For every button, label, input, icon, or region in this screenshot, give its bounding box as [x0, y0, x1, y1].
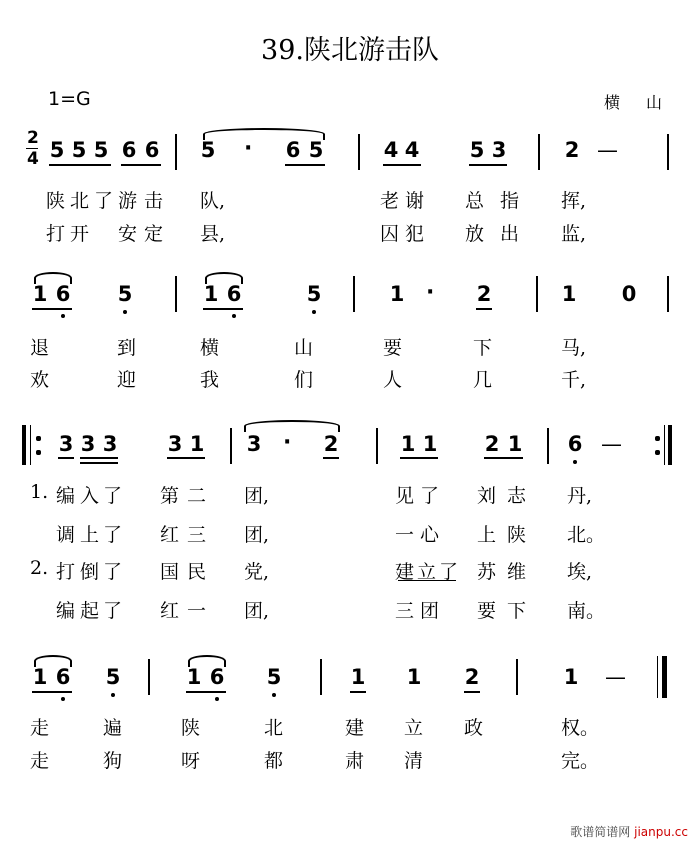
lyric-syllable: 北 — [264, 717, 284, 739]
final-barline-thin — [657, 656, 658, 698]
lyric-syllable: 到 — [117, 337, 137, 359]
note: 2 — [484, 432, 500, 456]
lyric-syllable: 心 — [420, 524, 440, 546]
lyric-syllable: 一 — [187, 600, 207, 622]
lyric-syllable: 编 — [56, 600, 76, 622]
barline — [175, 276, 177, 312]
beam — [121, 164, 161, 166]
lyric-syllable: 了 — [103, 561, 123, 583]
repeat-dot — [36, 450, 41, 455]
lyric-syllable: 二 — [187, 485, 207, 507]
beam — [80, 457, 118, 459]
note: 1 — [32, 282, 48, 306]
lyric-syllable: 完。 — [561, 750, 600, 772]
lyric-syllable: 遍 — [103, 717, 123, 739]
extension-dash: — — [601, 432, 622, 456]
lyric-syllable: 山 — [294, 337, 314, 359]
lyric-syllable: 千, — [561, 369, 587, 391]
lyric-syllable: 建 — [345, 717, 365, 739]
lyric-syllable: 起 — [80, 600, 100, 622]
lyric-syllable: 打 — [56, 561, 76, 583]
low-octave-dot — [312, 310, 316, 314]
lyric-syllable: 游 — [118, 190, 138, 212]
lyric-syllable: 政 — [464, 717, 484, 739]
lyric-syllable: 监, — [561, 223, 587, 245]
beam — [186, 691, 226, 693]
repeat-start-thick — [22, 425, 26, 465]
note: 6 — [121, 138, 137, 162]
note: 1 — [350, 665, 366, 689]
note: 6 — [567, 432, 583, 456]
note: 3 — [167, 432, 183, 456]
note: 1 — [561, 282, 577, 306]
beam — [58, 457, 74, 459]
lyric-syllable: 下 — [507, 600, 527, 622]
low-octave-dot — [111, 693, 115, 697]
lyric-syllable: 调 — [56, 524, 76, 546]
lyric-syllable: 囚 — [380, 223, 400, 245]
extension-dash: — — [605, 665, 626, 689]
note: 4 — [383, 138, 399, 162]
note: 6 — [55, 665, 71, 689]
lyric-syllable: 要 — [477, 600, 497, 622]
lyric-syllable: 们 — [294, 369, 314, 391]
lyric-syllable: 开 — [70, 223, 90, 245]
note: 5 — [105, 665, 121, 689]
note: 3 — [80, 432, 96, 456]
lyric-syllable: 团 — [420, 600, 440, 622]
song-title: 39.陕北游击队 — [261, 35, 439, 66]
lyric-syllable: 三 — [187, 524, 207, 546]
lyric-syllable: 了 — [439, 561, 459, 583]
beam — [203, 308, 243, 310]
note: 1 — [406, 665, 422, 689]
barline — [376, 428, 378, 464]
lyric-syllable: 陕 — [181, 717, 201, 739]
lyric-syllable: 狗 — [103, 750, 123, 772]
note: 5 — [71, 138, 87, 162]
lyric-syllable: 立 — [417, 561, 437, 583]
lyric-syllable: 建 — [395, 561, 415, 583]
barline — [358, 134, 360, 170]
low-octave-dot — [272, 693, 276, 697]
lyric-syllable: 三 — [395, 600, 415, 622]
lyric-syllable: 马, — [561, 337, 587, 359]
note: 1 — [389, 282, 405, 306]
lyric-syllable: 走 — [30, 717, 50, 739]
lyric-syllable: 上 — [80, 524, 100, 546]
note: 2 — [323, 432, 339, 456]
lyric-syllable: 团, — [244, 600, 270, 622]
note: 0 — [621, 282, 637, 306]
note: 2 — [476, 282, 492, 306]
barline — [148, 659, 150, 695]
tie — [244, 420, 340, 432]
key-signature: 1=G — [48, 88, 91, 110]
final-barline-thick — [662, 656, 667, 698]
low-octave-dot — [232, 314, 236, 318]
lyric-syllable: 队, — [200, 190, 226, 212]
lyric-syllable: 埃, — [567, 561, 593, 583]
lyric-syllable: 定 — [144, 223, 164, 245]
lyric-syllable: 挥, — [561, 190, 587, 212]
lyric-syllable: 了 — [103, 485, 123, 507]
note: 5 — [308, 138, 324, 162]
lyric-syllable: 放 — [465, 223, 485, 245]
lyric-syllable: 几 — [473, 369, 493, 391]
lyric-syllable: 人 — [383, 369, 403, 391]
lyric-syllable: 陕 — [507, 524, 527, 546]
note: 1 — [507, 432, 523, 456]
lyric-syllable: 指 — [500, 190, 520, 212]
lyric-syllable: 欢 — [30, 369, 50, 391]
beam — [476, 308, 492, 310]
note: 3 — [246, 432, 262, 456]
lyric-syllable: 团, — [244, 524, 270, 546]
lyric-syllable: 倒 — [80, 561, 100, 583]
lyric-syllable: 苏 — [477, 561, 497, 583]
note: 1 — [563, 665, 579, 689]
note: 5 — [49, 138, 65, 162]
note: 5 — [117, 282, 133, 306]
lyric-syllable: 总 — [465, 190, 485, 212]
lyric-syllable: 立 — [404, 717, 424, 739]
lyric-syllable: 我 — [200, 369, 220, 391]
barline — [230, 428, 232, 464]
lyric-syllable: 一 — [395, 524, 415, 546]
note: 1 — [189, 432, 205, 456]
lyric-syllable: 横 — [200, 337, 220, 359]
lyric-syllable: 退 — [30, 337, 50, 359]
verse-number: 2. — [30, 557, 49, 579]
note: 1 — [422, 432, 438, 456]
repeat-start-thin — [30, 425, 31, 465]
lyric-syllable: 民 — [187, 561, 207, 583]
lyric-syllable: 谢 — [405, 190, 425, 212]
barline — [353, 276, 355, 312]
augmentation-dot: · — [426, 280, 435, 305]
lyric-syllable: 刘 — [477, 485, 497, 507]
barline — [667, 276, 669, 312]
repeat-dot — [655, 436, 660, 441]
beam — [350, 691, 366, 693]
note: 6 — [285, 138, 301, 162]
time-signature-numerator: 2 — [27, 128, 39, 148]
lyric-syllable: 党, — [244, 561, 270, 583]
song-origin: 横山 — [604, 93, 689, 112]
watermark-text: 歌谱简谱网 — [570, 825, 631, 839]
note: 1 — [186, 665, 202, 689]
note: 6 — [55, 282, 71, 306]
augmentation-dot: · — [283, 430, 292, 455]
beam — [285, 164, 325, 166]
lyric-syllable: 下 — [473, 337, 493, 359]
note: 1 — [203, 282, 219, 306]
beam — [49, 164, 111, 166]
note: 5 — [266, 665, 282, 689]
lyric-syllable: 北。 — [567, 524, 606, 546]
lyric-syllable: 维 — [507, 561, 527, 583]
lyric-syllable: 入 — [80, 485, 100, 507]
low-octave-dot — [123, 310, 127, 314]
low-octave-dot — [573, 460, 577, 464]
beam — [32, 691, 72, 693]
beam — [400, 457, 438, 459]
repeat-dot — [36, 436, 41, 441]
lyric-syllable: 丹, — [567, 485, 593, 507]
beam — [32, 308, 72, 310]
lyric-syllable: 肃 — [345, 750, 365, 772]
barline — [538, 134, 540, 170]
lyric-syllable: 清 — [404, 750, 424, 772]
note: 5 — [93, 138, 109, 162]
lyric-syllable: 要 — [383, 337, 403, 359]
lyric-syllable: 都 — [264, 750, 284, 772]
lyric-syllable: 了 — [103, 524, 123, 546]
tie — [203, 128, 325, 140]
watermark — [570, 823, 688, 840]
note: 1 — [400, 432, 416, 456]
lyric-syllable: 了 — [94, 190, 114, 212]
note: 2 — [564, 138, 580, 162]
barline — [320, 659, 322, 695]
barline — [667, 134, 669, 170]
lyric-syllable: 北 — [70, 190, 90, 212]
note: 5 — [469, 138, 485, 162]
barline — [547, 428, 549, 464]
lyric-syllable: 走 — [30, 750, 50, 772]
beam — [323, 457, 339, 459]
note: 5 — [306, 282, 322, 306]
lyric-syllable: 红 — [160, 524, 180, 546]
lyric-syllable: 上 — [477, 524, 497, 546]
lyric-syllable: 老 — [380, 190, 400, 212]
low-octave-dot — [215, 697, 219, 701]
lyric-syllable: 击 — [144, 190, 164, 212]
note: 5 — [200, 138, 216, 162]
barline — [536, 276, 538, 312]
lyric-syllable: 了 — [420, 485, 440, 507]
beam — [469, 164, 507, 166]
repeat-end-thin — [664, 425, 665, 465]
barline — [175, 134, 177, 170]
lyric-syllable: 安 — [118, 223, 138, 245]
lyric-syllable: 迎 — [117, 369, 137, 391]
note: 3 — [491, 138, 507, 162]
repeat-end-thick — [668, 425, 672, 465]
lyric-syllable: 出 — [500, 223, 520, 245]
lyric-syllable: 第 — [160, 485, 180, 507]
repeat-dot — [655, 450, 660, 455]
note: 6 — [209, 665, 225, 689]
beam — [167, 457, 205, 459]
beam — [80, 462, 118, 464]
lyric-syllable: 志 — [507, 485, 527, 507]
low-octave-dot — [61, 697, 65, 701]
note: 3 — [58, 432, 74, 456]
watermark-url: jianpu.cc — [634, 825, 688, 839]
lyric-syllable: 见 — [395, 485, 415, 507]
lyric-syllable: 红 — [160, 600, 180, 622]
lyric-syllable: 了 — [103, 600, 123, 622]
augmentation-dot: · — [244, 136, 253, 161]
lyric-syllable: 南。 — [567, 600, 606, 622]
lyric-underline — [398, 580, 456, 581]
lyric-syllable: 团, — [244, 485, 270, 507]
beam — [484, 457, 523, 459]
lyric-syllable: 县, — [200, 223, 226, 245]
verse-number: 1. — [30, 481, 49, 503]
lyric-syllable: 犯 — [405, 223, 425, 245]
note: 1 — [32, 665, 48, 689]
beam — [464, 691, 480, 693]
lyric-syllable: 打 — [46, 223, 66, 245]
lyric-syllable: 国 — [160, 561, 180, 583]
note: 4 — [404, 138, 420, 162]
note: 2 — [464, 665, 480, 689]
note: 6 — [144, 138, 160, 162]
low-octave-dot — [61, 314, 65, 318]
time-signature-denominator: 4 — [27, 149, 39, 169]
lyric-syllable: 编 — [56, 485, 76, 507]
extension-dash: — — [597, 138, 618, 162]
note: 6 — [226, 282, 242, 306]
lyric-syllable: 陕 — [46, 190, 66, 212]
note: 3 — [102, 432, 118, 456]
barline — [516, 659, 518, 695]
beam — [383, 164, 421, 166]
lyric-syllable: 呀 — [181, 750, 201, 772]
lyric-syllable: 权。 — [561, 717, 600, 739]
